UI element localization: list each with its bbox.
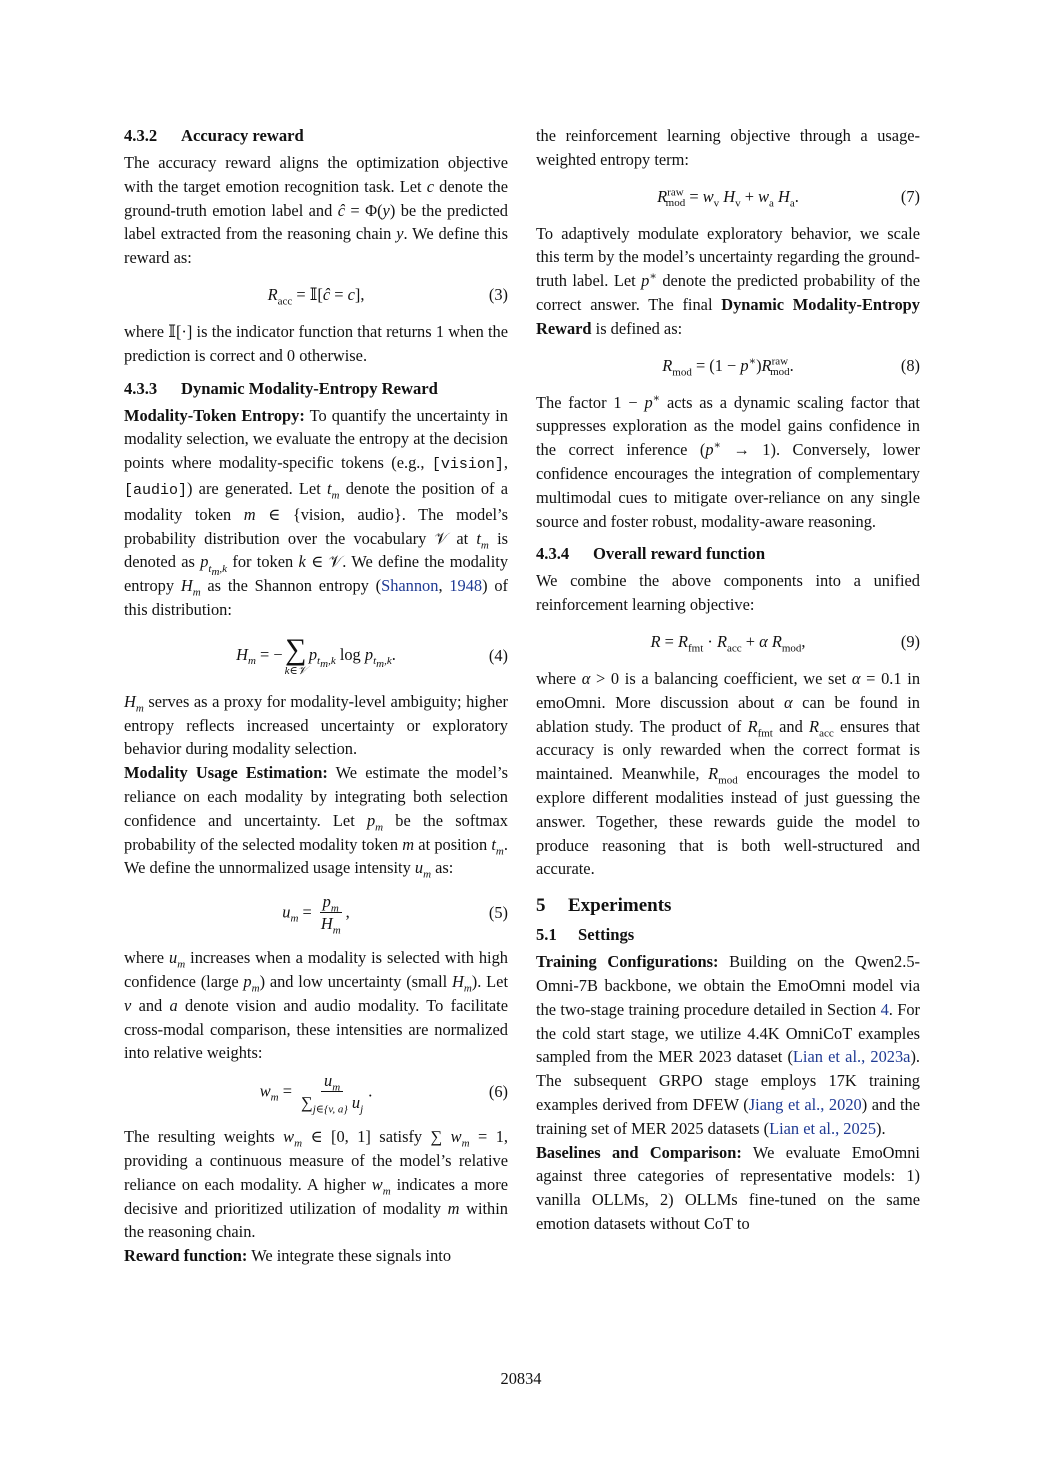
citation-jiang-2020[interactable]: Jiang et al., 2020 — [748, 1094, 862, 1114]
dynamic-scaling-paragraph: The factor 1 − p∗ acts as a dynamic scaling factor that suppresses exploration as the model gains confidence in the correct inference (p∗ → 1). Conversely, lower confidence encourages the integration of complementary multimodal cues to mitigate over-reliance on any single source and foster robust, modality-aware reasoning. — [536, 392, 920, 531]
equation-number: (6) — [488, 1082, 508, 1102]
balancing-paragraph: where α > 0 is a balancing coefficient, we set α = 0.1 in emoOmni. More discussion about α can be found in ablation study. The product of $R_{fmt}$ and $R_{acc}$ ensures that accuracy is only rewarded when the correct format is maintained. Meanwhile, $R_{mod}$ encourages the model to explore different modalities instead of just guessing the answer. Together, these rewards guide the model to produce reasoning that is both well-structured and accurate. — [536, 668, 921, 879]
reward-function-paragraph: Reward function: We integrate these signals into — [124, 1246, 452, 1266]
citation-lian-2025[interactable]: Lian et al., 2025 — [769, 1118, 877, 1138]
training-configurations-paragraph: Training Configurations: Building on the Qwen2.5-Omni-7B backbone, we obtain the EmoOmni model via the two-stage training procedure detailed in Section 4. For the cold start stage, we utilize 4.4K OmniCoT examples sampled from the MER 2023 dataset (Lian et al., 2023a). The subsequent GRPO stage employs 17K training examples derived from DFEW (Jiang et al., 2020) and the training set of MER 2025 datasets (Lian et al., 2025). — [536, 952, 920, 1138]
equation-7: $R^{raw}_{mod} = w_v$ $H_v + w_a$ $H_a$. (7) — [657, 186, 920, 209]
equation-number: (7) — [900, 186, 920, 206]
usage-weighted-paragraph: the reinforcement learning objective through a usage-weighted entropy term: — [536, 126, 920, 169]
combine-paragraph: We combine the above components into a unified reinforcement learning objective: — [536, 571, 920, 615]
equation-number: (8) — [900, 355, 920, 375]
modality-token-entropy-paragraph: Modality-Token Entropy: To quantify the uncertainty in modality selection, we evaluate the entropy at the decision points where modality-specific tokens (e.g., [vision], [audio]) are generated. Let $t_m$ denote the position of a modality token m ∈ {vision, audio}. The model’s probability distribution over the vocabulary 𝒱 at $t_m$ is denoted as $p_{t_m,k}$ for token k ∈ 𝒱. We define the modality entropy $H_m$ as the Shannon entropy (Shannon, 1948) of this distribution: — [124, 405, 509, 619]
equation-number: (5) — [488, 903, 508, 923]
equation-number: (4) — [488, 645, 508, 665]
section-4-3-2-heading: 4.3.2 Accuracy reward — [124, 126, 304, 145]
equation-8: $R_{mod} = (1 - p^∗)R^{raw}_{mod}$. (8) — [662, 355, 920, 378]
section-4-3-4-heading: 4.3.4 Overall reward function — [536, 544, 766, 564]
citation-lian-2023a[interactable]: Lian et al., 2023a — [792, 1047, 911, 1067]
equation-number: (9) — [900, 632, 920, 652]
citation-shannon[interactable]: Shannon — [381, 576, 439, 596]
section-4-3-3-heading: 4.3.3 Dynamic Modality-Entropy Reward — [124, 378, 438, 398]
equation-3: $R_{acc}$ = 𝕀[ĉ = c], (3) — [267, 285, 508, 308]
section-5-1-heading: 5.1 Settings — [536, 925, 635, 945]
equation-number: (3) — [488, 285, 508, 305]
entropy-proxy-paragraph: $H_m$ serves as a proxy for modality-level ambiguity; higher entropy reflects increased uncertainty or exploratory behavior during modality selection. — [124, 691, 508, 759]
left-column — [124, 124, 508, 1268]
accuracy-reward-paragraph: The accuracy reward aligns the optimization objective with the target emotion recognition task. Let c denote the ground-truth emotion label and ĉ = Φ(y) be the predicted label extracted from the reasoning chain y. We define this reward as: — [124, 153, 508, 268]
modality-usage-paragraph: Modality Usage Estimation: We estimate the model’s reliance on each modality by integrating both selection confidence and uncertainty. Let $p_m$ be the softmax probability of the selected modality token m at position $t_m$. We define the unnormalized usage intensity $u_m$ as: — [124, 763, 508, 881]
weights-paragraph: The resulting weights $w_m$ ∈ [0, 1] satisfy ∑ $w_m = 1$, providing a continuous measure of the model’s relative reliance on each modality. A higher $w_m$ indicates a more decisive and prioritized utilization of modality m within the reasoning chain. — [124, 1127, 508, 1242]
right-column — [536, 124, 920, 1236]
equation-4: $H_m$ = − ∑ k∈𝒱 $p_{t_m,k}$ $\log p_{t_m,k}$. (4) — [236, 632, 508, 677]
section-reference-link[interactable]: 4 — [880, 999, 889, 1019]
equation-9: $R = R_{fmt} \cdot R_{acc} + \alpha$ $R_{mod}$, (9) — [650, 632, 920, 655]
adaptive-modulation-paragraph: To adaptively modulate exploratory behavior, we scale this term by the model’s uncertainty regarding the ground-truth label. Let p∗ denote the predicted probability of the correct answer. The final Dynamic Modality-Entropy Reward is defined as: — [536, 223, 920, 338]
baselines-paragraph: Baselines and Comparison: We evaluate EmoOmni against three categories of representative models: 1) vanilla OLLMs, 2) OLLMs fine-tuned on the same emotion datasets without CoT to — [536, 1142, 920, 1233]
citation-shannon-year[interactable]: 1948 — [449, 576, 483, 596]
indicator-paragraph: where 𝕀[·] is the indicator function that returns 1 when the prediction is correct and 0 otherwise. — [124, 321, 509, 365]
equation-6: $w_m$ = $\frac{u_m}{\sum_{j\in\{v, a\}} u_j}$ . (6) — [259, 1070, 508, 1115]
equation-5: $u_m$ = $\frac{p_m}{H_m}$ , (5) — [282, 891, 508, 936]
usage-intensity-paragraph: where $u_m$ increases when a modality is selected with high confidence (large $p_m$) and low uncertainty (small $H_m$). Let v and a denote vision and audio modality. To facilitate cross-modal comparison, these intensities are normalized into relative weights: — [124, 948, 509, 1063]
section-5-heading: 5 Experiments — [536, 895, 672, 917]
page-number: 20834 — [500, 1369, 542, 1388]
